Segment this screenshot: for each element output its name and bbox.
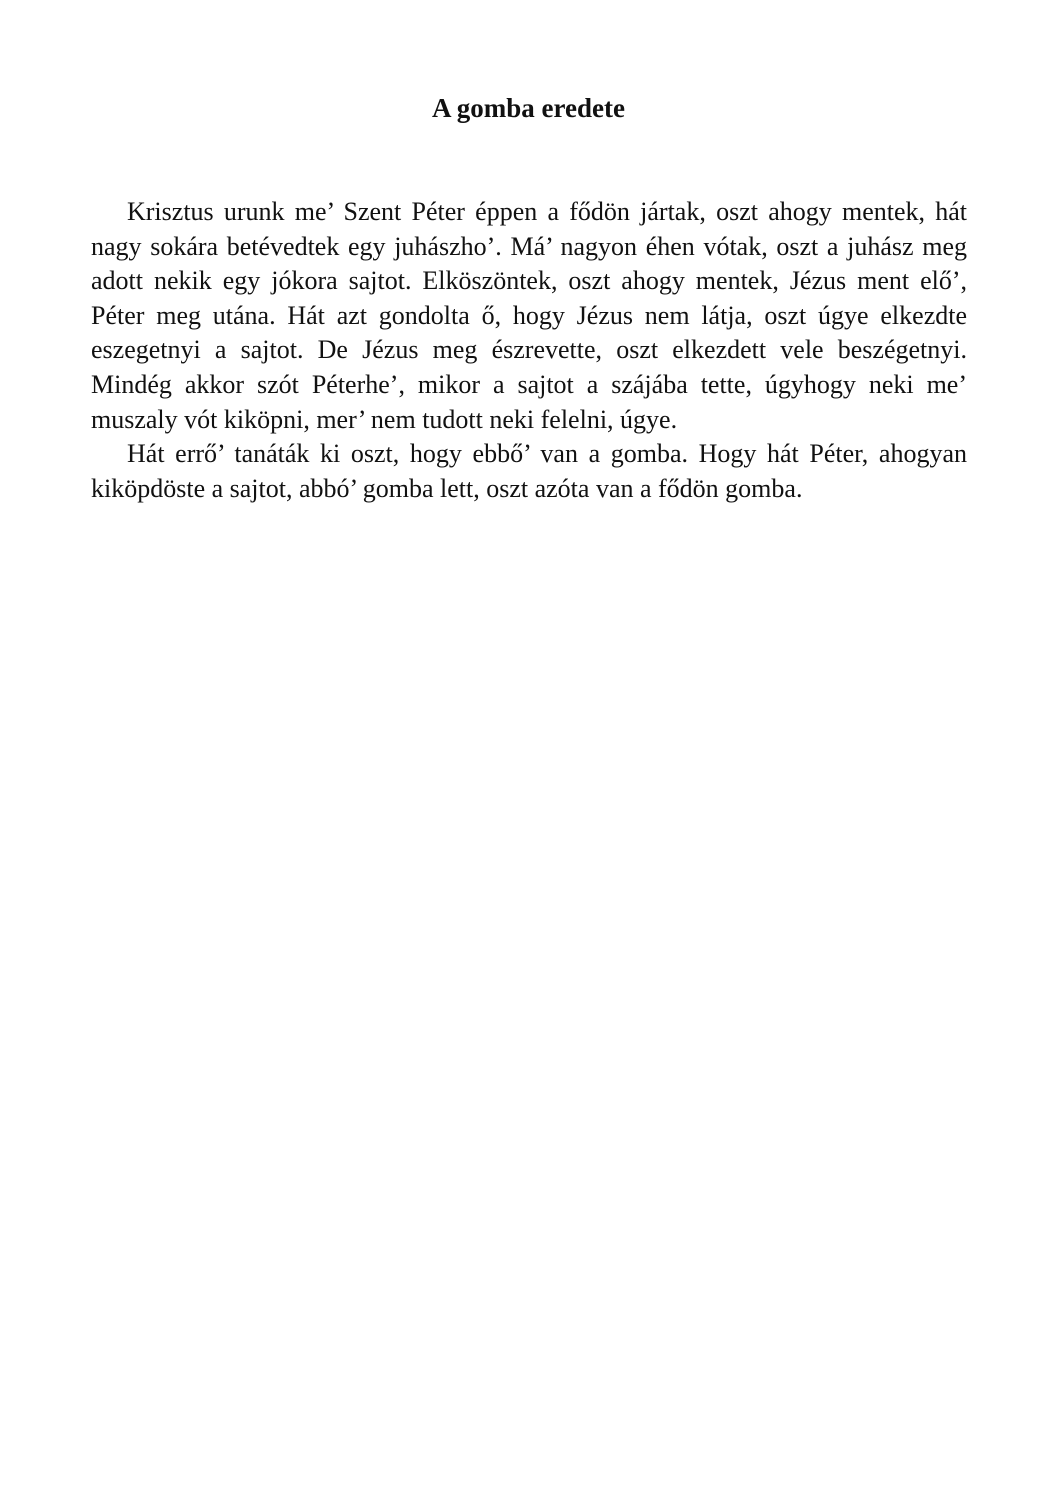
document-body (91, 195, 967, 506)
paragraph: Hát errő’ tanáták ki oszt, hogy ebbő’ van a gomba. Hogy hát Péter, ahogyan kiköpdöste a sajtot, abbó’ gomba lett, oszt azóta van a fődön gomba. (91, 439, 967, 503)
document-title: A gomba eredete (432, 93, 625, 123)
paragraph: Krisztus urunk me’ Szent Péter éppen a fődön jártak, oszt ahogy mentek, hát nagy sokára betévedtek egy juhászho’. Má’ nagyon éhen vótak, oszt a juhász meg adott nekik egy jókora sajtot. Elköszöntek, oszt ahogy mentek, Jézus ment elő’, Péter meg utána. Hát azt gondolta ő, hogy Jézus nem látja, oszt úgye elkezdte eszegetnyi a sajtot. De Jézus meg észrevette, oszt elkezdett vele beszégetnyi. Mindég akkor szót Péterhe’, mikor a sajtot a szájába tette, úgyhogy neki me’ muszaly vót kiköpni, mer’ nem tudott neki felelni, úgye. (91, 197, 967, 434)
